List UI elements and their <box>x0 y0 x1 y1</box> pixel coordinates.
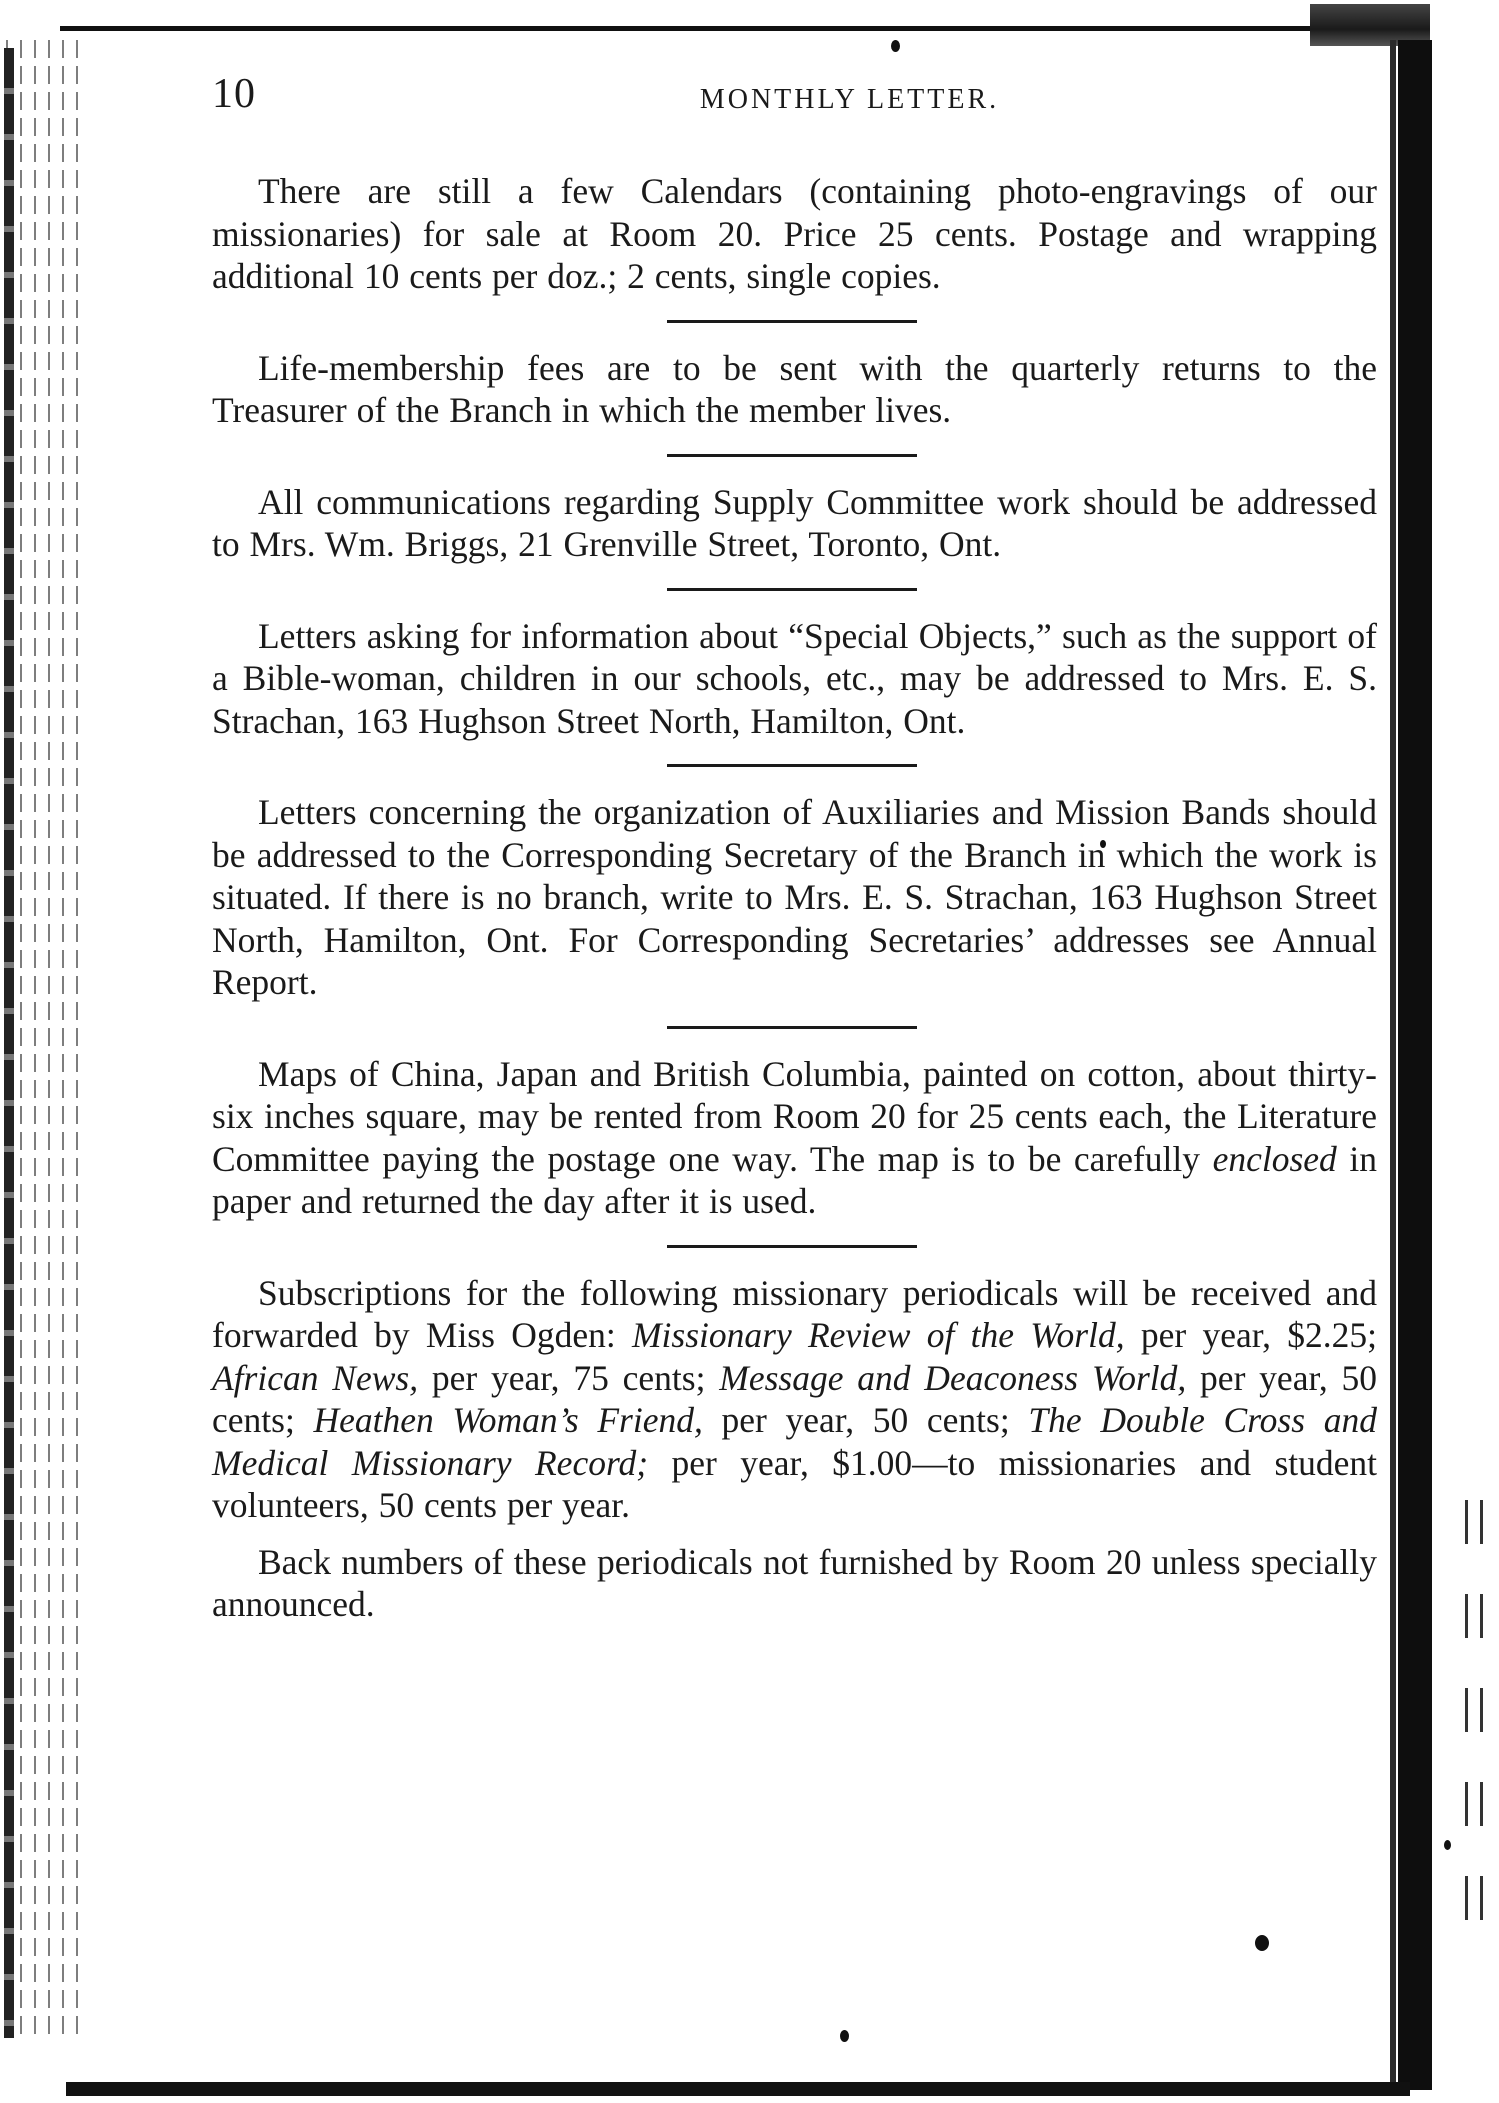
notice-subscriptions <box>212 1272 1377 1527</box>
page-number: 10 <box>212 71 256 117</box>
notice-supply-committee: All communications regarding Supply Committee work should be addressed to Mrs. Wm. Briggs, 21 Grenville Street, Toronto, Ont. <box>212 481 1377 564</box>
notice-life-membership: Life-membership fees are to be sent with the quarterly returns to the Treasurer of the Branch in which the member lives. <box>212 347 1377 430</box>
page-frame-bottom <box>66 2082 1410 2096</box>
ink-speck <box>891 40 900 52</box>
ink-speck <box>840 2030 849 2042</box>
ink-speck <box>1255 1935 1269 1951</box>
ink-speck <box>1444 1840 1451 1850</box>
maps-italic-word: enclosed <box>1212 1138 1337 1179</box>
scan-edge-left-bar <box>4 48 14 2038</box>
section-divider <box>667 588 917 591</box>
notice-calendars: There are still a few Calendars (containing photo-engravings of our missionaries) for sale at Room 20. Price 25 cents. Postage and wrapping additional 10 cents per doz.; 2 cents, single copies. <box>212 171 1377 296</box>
notice-special-objects: Letters asking for information about “Special Objects,” such as the support of a Bible-woman, children in our schools, etc., may be addressed to Mrs. E. S. Strachan, 163 Hughson Street North, Hamilton, Ont. <box>212 615 1377 741</box>
scan-edge-marks <box>1462 1500 1486 1920</box>
subscriptions-text: Subscriptions for the following missionary periodicals will be received and forwarded by Miss Ogden: <box>212 1272 1377 1355</box>
periodical-title: African News, <box>212 1357 419 1398</box>
section-divider <box>667 1245 917 1248</box>
subscriptions-text: per year, $2.25; <box>1124 1315 1377 1355</box>
section-divider <box>667 764 917 767</box>
page-header <box>212 70 1377 130</box>
subscriptions-text: per year, 50 cents; <box>702 1400 1029 1440</box>
periodical-title: The Double Cross and Medical Missionary Record; <box>212 1400 1377 1483</box>
document-page <box>212 70 1377 1626</box>
subscriptions-text: per year, $1.00—to missionaries and student volunteers, 50 cents per year. <box>212 1442 1377 1525</box>
notice-auxiliaries: Letters concerning the organization of Auxiliaries and Mission Bands should be addressed to the Corresponding Secretary of the Branch in which the work is situated. If there is no branch, write to Mrs. E. S. Strachan, 163 Hughson Street North, Hamilton, Ont. For Corresponding Secretaries’ addresses see Annual Report. <box>212 792 1377 1002</box>
section-divider <box>667 454 917 457</box>
maps-text: Maps of China, Japan and British Columbia, painted on cotton, about thirty-six inches square, may be rented from Room 20 for 25 cents each, the Literature Committee paying the postage one way. The map is to be carefully <box>212 1053 1377 1179</box>
page-frame-right-inner <box>1390 40 1396 2090</box>
periodical-title: Message and Deaconess World, <box>719 1357 1187 1398</box>
running-title: MONTHLY LETTER. <box>699 84 1000 115</box>
section-divider <box>667 1026 917 1029</box>
periodical-title: Missionary Review of the World, <box>631 1315 1125 1355</box>
page-frame-right <box>1398 40 1432 2090</box>
subscriptions-text: per year, 75 cents; <box>418 1357 720 1398</box>
maps-text-end: in paper and returned the day after it is used. <box>212 1138 1377 1221</box>
page-frame-top <box>60 26 1420 31</box>
section-divider <box>667 320 917 323</box>
subscriptions-text: per year, 50 cents; <box>212 1357 1378 1440</box>
notice-maps <box>212 1053 1377 1223</box>
periodical-title: Heathen Woman’s Friend, <box>313 1400 703 1440</box>
notice-back-numbers: Back numbers of these periodicals not furnished by Room 20 unless specially announced. <box>212 1541 1377 1624</box>
